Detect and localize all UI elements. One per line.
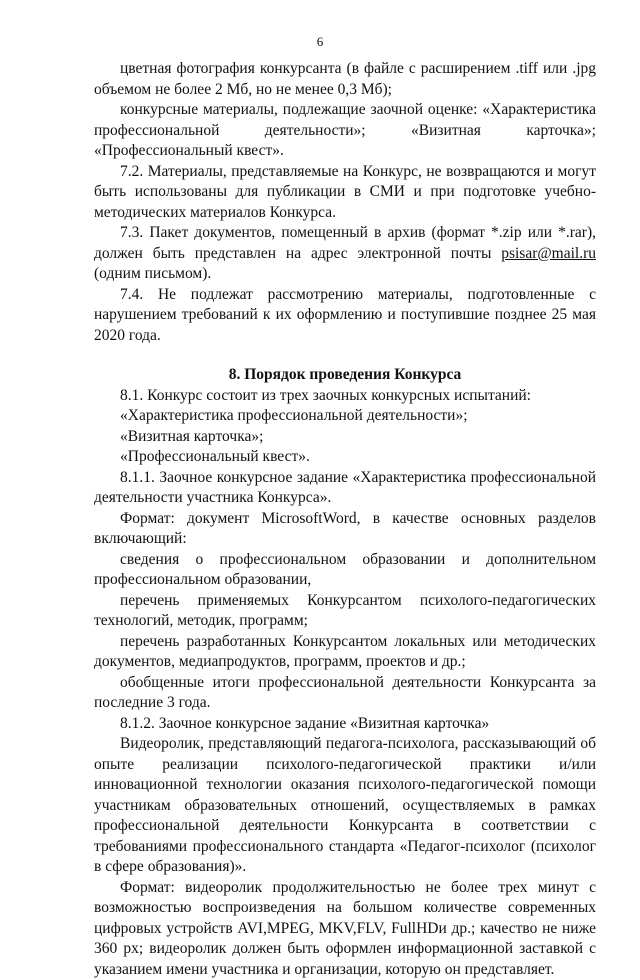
paragraph-7-3 xyxy=(94,223,596,285)
section-heading: 8. Порядок проведения Конкурса xyxy=(94,365,596,386)
paragraph-8-1-1: 8.1.1. Заочное конкурсное задание «Характеристика профессиональной деятельности участника Конкурса». xyxy=(94,468,596,509)
list-item-business-card: «Визитная карточка»; xyxy=(94,427,596,448)
paragraph-8-1-2: 8.1.2. Заочное конкурсное задание «Визитная карточка» xyxy=(94,714,596,735)
paragraph-format-video: Формат: видеоролик продолжительностью не более трех минут с возможностью воспроизведения на большом количестве современных цифровых устройств AVI,MPEG, MKV,FLV, FullHDи др.; качество не ниже 360 рх; видеоролик должен быть оформлен информационной заставкой с указанием имени участника и организации, которую он представляет. xyxy=(94,878,596,980)
page-number: 6 xyxy=(0,32,640,53)
list-item-characteristic: «Характеристика профессиональной деятельности»; xyxy=(94,406,596,427)
paragraph-7-3-text: 7.3. Пакет документов, помещенный в архив (формат *.zip или *.rar), должен быть представлен на адрес электронной почты xyxy=(94,224,596,262)
paragraph-documents: перечень разработанных Конкурсантом локальных или методических документов, медиапродуктов, программ, проектов и др.; xyxy=(94,632,596,673)
paragraph-results: обобщенные итоги профессиональной деятельности Конкурсанта за последние 3 года. xyxy=(94,673,596,714)
paragraph-materials: конкурсные материалы, подлежащие заочной оценке: «Характеристика профессиональной деятельности»; «Визитная карточка»; «Профессиональный квест». xyxy=(94,100,596,162)
paragraph-8-1: 8.1. Конкурс состоит из трех заочных конкурсных испытаний: xyxy=(94,386,596,407)
page-body xyxy=(94,59,596,980)
paragraph-7-2: 7.2. Материалы, представляемые на Конкурс, не возвращаются и могут быть использованы для публикации в СМИ и при подготовке учебно-методических материалов Конкурса. xyxy=(94,162,596,224)
paragraph-7-4: 7.4. Не подлежат рассмотрению материалы, подготовленные с нарушением требований к их оформлению и поступившие позднее 25 мая 2020 года. xyxy=(94,285,596,347)
list-item-quest: «Профессиональный квест». xyxy=(94,447,596,468)
paragraph-video: Видеоролик, представляющий педагога-психолога, рассказывающий об опыте реализации психолого-педагогической практики и/или инновационной технологии оказания психолого-педагогической помощи участникам образовательных отношений, осуществляемых в рамках профессиональной деятельности Конкурсанта в соответствии с требованиями профессионального стандарта «Педагог-психолог (психолог в сфере образования)». xyxy=(94,734,596,878)
paragraph-photo: цветная фотография конкурсанта (в файле с расширением .tiff или .jpg объемом не более 2 Мб, но не менее 0,3 Мб); xyxy=(94,59,596,100)
paragraph-7-3-end: (одним письмом). xyxy=(94,265,211,282)
paragraph-format-word: Формат: документ MicrosoftWord, в качестве основных разделов включающий: xyxy=(94,509,596,550)
paragraph-technologies: перечень применяемых Конкурсантом психолого-педагогических технологий, методик, программ; xyxy=(94,591,596,632)
paragraph-education: сведения о профессиональном образовании и дополнительном профессиональном образовании, xyxy=(94,550,596,591)
email-link[interactable]: psisar@mail.ru xyxy=(501,245,596,262)
